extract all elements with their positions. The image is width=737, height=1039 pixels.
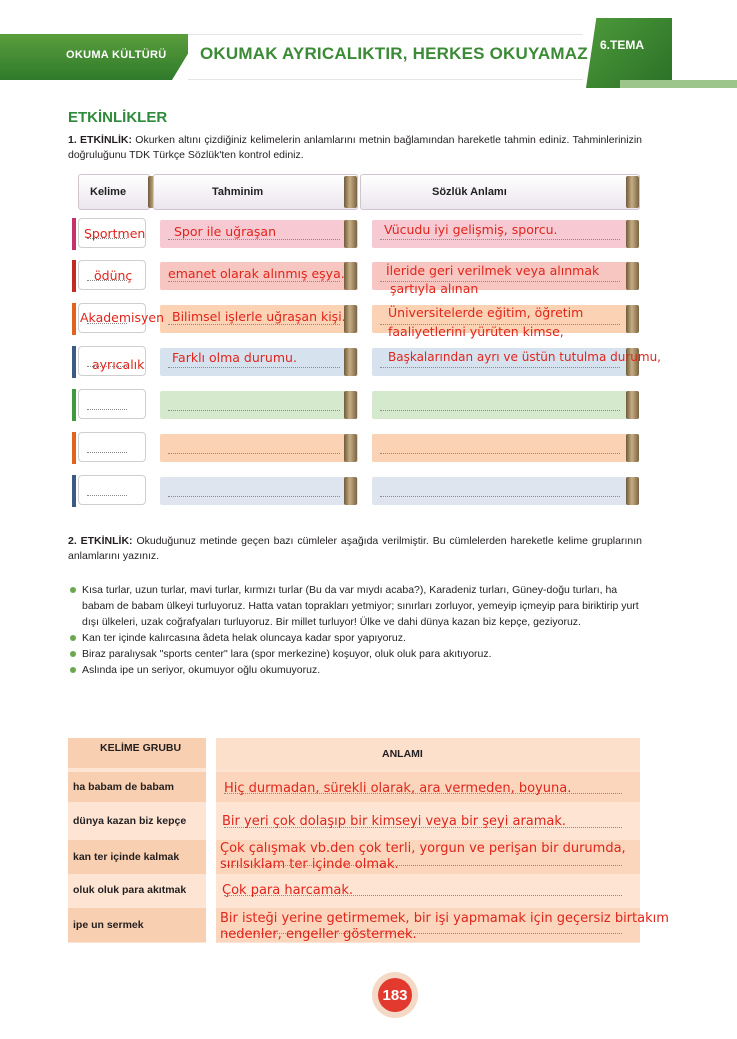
header-section-label: OKUMA KÜLTÜRÜ (66, 49, 167, 61)
group-label: ha babam de babam (73, 781, 174, 793)
bolt-decoration (626, 176, 639, 208)
meaning-answer-cont: faaliyetlerini yürüten kimse, (388, 324, 564, 339)
table2-group-cell (68, 806, 206, 836)
word-answer: ayrıcalık (92, 357, 145, 372)
list-item: Kısa turlar, uzun turlar, mavi turlar, kırmızı turlar (Bu da var mıydı acaba?), Karadeniz turları, Güney-doğu turları, ha babam de babam ülkeyi turluyoruz. Hatta vatan toprakları yetmiyor; sınırları zorluyor, yemeyip içmeyip para biriktirip yurt dışı ülkeleri, uzak coğrafyaları turluyoruz. Bir millet turluyor! Ülke ve dahi dünya kazan biz kepçe, geziyoruz. (70, 582, 642, 630)
header-meaning-label: Sözlük Anlamı (432, 186, 507, 198)
table2-group-cell (68, 908, 206, 942)
list-item: Aslında ipe un seriyor, okumuyor oğlu okumuyoruz. (70, 662, 642, 678)
guess-answer: Farklı olma durumu. (172, 350, 297, 365)
bolt-decoration (626, 477, 639, 505)
activity1-text: Okurken altını çizdiğiniz kelimelerin anlamlarını metnin bağlamından hareketle tahmin ediniz. Tahminlerinizin doğruluğunu TDK Türkçe Sözlük'ten kontrol ediniz. (68, 134, 642, 161)
row-marker (72, 303, 76, 335)
row-marker (72, 475, 76, 507)
bolt-decoration (626, 262, 639, 290)
list-item: Biraz paralıysak "sports center" lara (spor merkezine) koşuyor, oluk oluk para akıtıyoruz. (70, 646, 642, 662)
table2-group-cell (68, 876, 206, 904)
table2-meaning-header-label: ANLAMI (382, 748, 423, 760)
activity1-instruction (68, 133, 642, 163)
word-answer: Sportmen (84, 226, 146, 241)
word-cell[interactable] (78, 475, 146, 505)
meaning-answer: Bir isteği yerine getirmemek, bir işi yapmamak için geçersiz birtakım nedenler, engeller göstermek. (220, 911, 669, 942)
sentence-list (70, 582, 642, 678)
meaning-cell[interactable] (372, 391, 638, 419)
word-answer: ödünç (94, 268, 133, 283)
writing-line (168, 496, 340, 497)
meaning-answer: Üniversitelerde eğitim, öğretim (388, 305, 584, 320)
theme-label: 6.TEMA (600, 38, 645, 52)
group-label: kan ter içinde kalmak (73, 851, 180, 863)
writing-line (168, 239, 340, 240)
guess-cell[interactable] (160, 434, 358, 462)
meaning-answer: Bir yeri çok dolaşıp bir kimseyi veya bir şeyi aramak. (222, 814, 567, 829)
row-marker (72, 260, 76, 292)
word-cell[interactable] (78, 389, 146, 419)
table2-group-cell (68, 840, 206, 874)
writing-line (87, 452, 127, 453)
activities-title: ETKİNLİKLER (68, 109, 168, 126)
writing-line (168, 453, 340, 454)
header-word-label: Kelime (90, 186, 127, 198)
bolt-decoration (344, 176, 357, 208)
writing-line (380, 496, 620, 497)
page-number: 183 (378, 978, 412, 1012)
group-label: oluk oluk para akıtmak (73, 884, 187, 896)
bolt-decoration (344, 434, 357, 462)
activity2-instruction (68, 534, 642, 564)
bolt-decoration (344, 220, 357, 248)
meaning-cell[interactable] (372, 477, 638, 505)
meaning-cell[interactable] (372, 434, 638, 462)
writing-line (87, 409, 127, 410)
meaning-answer: Hiç durmadan, sürekli olarak, ara vermeden, boyuna. (224, 781, 572, 796)
guess-answer: Bilimsel işlerle uğraşan kişi. (172, 309, 346, 324)
activity1-label: 1. ETKİNLİK: (68, 134, 132, 146)
bolt-decoration (626, 434, 639, 462)
writing-line (168, 367, 340, 368)
meaning-answer: İleride geri verilmek veya alınmak (386, 263, 600, 278)
table2-group-cell (68, 772, 206, 802)
bolt-decoration (626, 220, 639, 248)
meaning-answer: Çok para harcamak. (222, 883, 354, 898)
header-accent-bar (620, 80, 737, 88)
group-label: dünya kazan biz kepçe (73, 815, 187, 827)
word-answer: Akademisyen (80, 310, 165, 325)
guess-cell[interactable] (160, 391, 358, 419)
list-item: Kan ter içinde kalırcasına âdeta helak oluncaya kadar spor yapıyoruz. (70, 630, 642, 646)
bolt-decoration (344, 348, 357, 376)
word-cell[interactable] (78, 432, 146, 462)
bolt-decoration (344, 391, 357, 419)
writing-line (380, 453, 620, 454)
group-label: ipe un sermek (73, 919, 144, 931)
bolt-decoration (626, 305, 639, 333)
bolt-decoration (626, 391, 639, 419)
activity2-label: 2. ETKİNLİK: (68, 535, 133, 547)
guess-answer: emanet olarak alınmış eşya. (168, 266, 345, 281)
header-guess-label: Tahminim (212, 186, 264, 198)
row-marker (72, 218, 76, 250)
writing-line (168, 324, 340, 325)
meaning-answer: Çok çalışmak vb.den çok terli, yorgun ve perişan bir durumda, sırılsıklam ter içinde olmak. (220, 841, 626, 872)
meaning-answer: Vücudu iyi gelişmiş, sporcu. (384, 222, 558, 237)
row-marker (72, 432, 76, 464)
bolt-decoration (344, 305, 357, 333)
bolt-decoration (344, 262, 357, 290)
writing-line (380, 239, 620, 240)
writing-line (168, 281, 340, 282)
row-marker (72, 389, 76, 421)
table2-meaning-header (216, 738, 640, 770)
meaning-answer-cont: şartıyla alınan (390, 281, 479, 296)
meaning-answer: Başkalarından ayrı ve üstün tutulma durumu, (388, 350, 661, 364)
writing-line (380, 367, 620, 368)
guess-answer: Spor ile uğraşan (174, 224, 276, 239)
bolt-decoration (344, 477, 357, 505)
theme-tab (586, 18, 672, 88)
page-title: OKUMAK AYRICALIKTIR, HERKES OKUYAMAZ (200, 44, 588, 63)
row-marker (72, 346, 76, 378)
table2-group-header-label: KELİME GRUBU (100, 742, 182, 754)
activity2-text: Okuduğunuz metinde geçen bazı cümleler aşağıda verilmiştir. Bu cümlelerden hareketle kelime gruplarının anlamlarını yazınız. (68, 535, 642, 562)
writing-line (168, 410, 340, 411)
writing-line (380, 410, 620, 411)
writing-line (87, 495, 127, 496)
table2-group-header (68, 738, 206, 768)
guess-cell[interactable] (160, 477, 358, 505)
